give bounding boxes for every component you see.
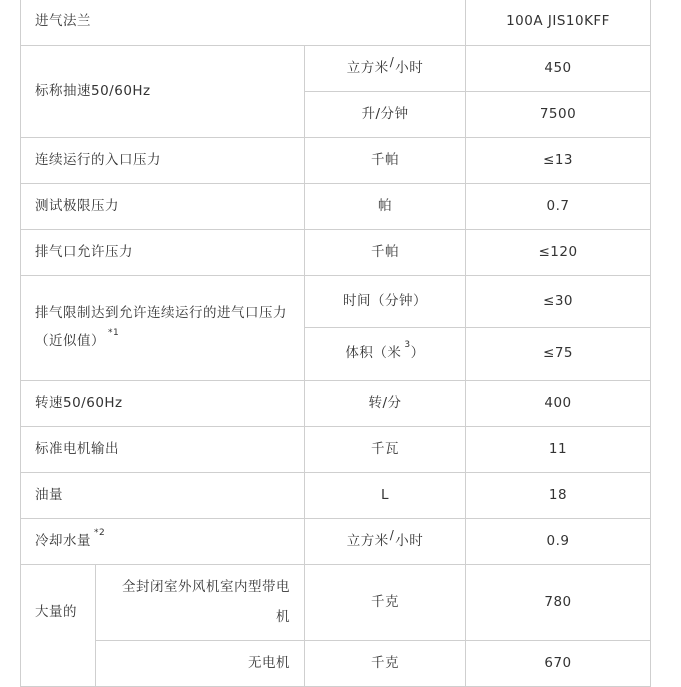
row-label <box>21 276 305 381</box>
row-value: 780 <box>466 565 651 641</box>
footnote-marker: *1 <box>108 328 120 338</box>
row-label: 油量 <box>21 473 305 519</box>
slash-glyph: / <box>389 54 395 69</box>
row-sublabel: 全封闭室外风机室内型带电机 <box>96 565 305 641</box>
table-row <box>21 138 651 184</box>
table-row <box>21 230 651 276</box>
row-label: 大量的 <box>21 565 96 687</box>
row-unit: 转/分 <box>305 381 466 427</box>
table-row <box>21 565 651 641</box>
row-value: 670 <box>466 641 651 687</box>
unit-part: 立方米 <box>346 59 389 76</box>
row-label: 标准电机输出 <box>21 427 305 473</box>
row-unit: 千帕 <box>305 230 466 276</box>
table-row <box>21 46 651 92</box>
row-value: 400 <box>466 381 651 427</box>
row-value: 0.7 <box>466 184 651 230</box>
row-label <box>21 519 305 565</box>
unit-part: 体积（米 <box>345 345 402 362</box>
row-unit: 千帕 <box>305 138 466 184</box>
row-value: ≤13 <box>466 138 651 184</box>
table-row <box>21 381 651 427</box>
unit-part: 立方米 <box>346 532 389 549</box>
table-row <box>21 473 651 519</box>
row-unit: 升/分钟 <box>305 92 466 138</box>
row-unit: L <box>305 473 466 519</box>
label-text: 冷却水量 <box>35 532 91 549</box>
row-value: ≤30 <box>466 276 651 328</box>
row-label: 进气法兰 <box>21 0 466 46</box>
row-value: ≤120 <box>466 230 651 276</box>
slash-glyph: / <box>389 527 395 542</box>
unit-part: 小时 <box>395 59 424 76</box>
table-row <box>21 276 651 328</box>
row-label: 转速50/60Hz <box>21 381 305 427</box>
row-unit <box>305 46 466 92</box>
spec-table <box>20 0 651 687</box>
row-value: 7500 <box>466 92 651 138</box>
footnote-marker: *2 <box>94 527 106 538</box>
row-value: 11 <box>466 427 651 473</box>
row-unit <box>305 328 466 381</box>
unit-part: 小时 <box>395 532 424 549</box>
row-label: 标称抽速50/60Hz <box>21 46 305 138</box>
table-row <box>21 427 651 473</box>
row-unit: 千瓦 <box>305 427 466 473</box>
row-value: 450 <box>466 46 651 92</box>
row-label: 测试极限压力 <box>21 184 305 230</box>
superscript: 3 <box>404 340 411 351</box>
unit-part: ） <box>410 345 425 362</box>
row-unit: 千克 <box>305 641 466 687</box>
row-value: 18 <box>466 473 651 519</box>
label-text: 排气限制达到允许连续运行的进气口压力（近似值） <box>35 305 287 349</box>
row-unit: 帕 <box>305 184 466 230</box>
row-value: 0.9 <box>466 519 651 565</box>
table-row <box>21 641 651 687</box>
row-unit: 千克 <box>305 565 466 641</box>
table-row <box>21 184 651 230</box>
table-row <box>21 519 651 565</box>
row-label: 排气口允许压力 <box>21 230 305 276</box>
row-value: ≤75 <box>466 328 651 381</box>
row-value: 100A JIS10KFF <box>466 0 651 46</box>
row-unit <box>305 519 466 565</box>
row-unit: 时间（分钟） <box>305 276 466 328</box>
row-sublabel: 无电机 <box>96 641 305 687</box>
row-label: 连续运行的入口压力 <box>21 138 305 184</box>
table-row <box>21 0 651 46</box>
